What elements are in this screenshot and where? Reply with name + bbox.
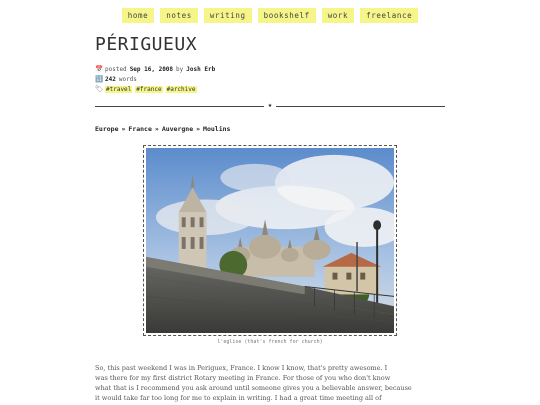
body-line: So, this past weekend I was in Periguex, France. I know I know, that's pretty awesome. I (95, 364, 388, 372)
nav-bookshelf[interactable]: bookshelf (258, 8, 316, 23)
nav-writing[interactable]: writing (204, 8, 252, 23)
tag-archive[interactable]: #archive (166, 86, 196, 93)
photo-frame (143, 145, 397, 336)
breadcrumb-moulins: Moulins (203, 125, 231, 133)
breadcrumb-separator: » (196, 125, 201, 133)
tag-icon: 🏷 (95, 85, 104, 93)
nav-work[interactable]: work (322, 8, 354, 23)
words-label: words (118, 76, 137, 83)
tags-line (95, 86, 197, 93)
breadcrumb (95, 125, 230, 133)
word-count-line (95, 76, 137, 83)
post-author: Josh Erb (186, 66, 216, 73)
calendar-icon: 📅 (95, 65, 104, 73)
body-line: it would take far too long for me to explain in writing. I had a great time meeting all of (95, 394, 382, 402)
breadcrumb-separator: » (121, 125, 126, 133)
article-body (95, 363, 445, 403)
tag-travel[interactable]: #travel (106, 86, 132, 93)
breadcrumb-france[interactable]: France (128, 125, 152, 133)
page-title: PÉRIGUEUX (95, 34, 198, 55)
post-date: Sep 16, 2008 (129, 66, 174, 73)
nav-home[interactable]: home (122, 8, 154, 23)
breadcrumb-europe[interactable]: Europe (95, 125, 119, 133)
counter-icon: 🔢 (95, 75, 104, 83)
by-label: by (176, 66, 184, 73)
body-line: was there for my first district Rotary meeting in France. For those of you who don't know (95, 374, 391, 382)
word-count: 242 (105, 76, 116, 83)
tag-france[interactable]: #france (136, 86, 162, 93)
cathedral-photo[interactable] (146, 148, 394, 333)
posted-label: posted (105, 66, 127, 73)
breadcrumb-auvergne[interactable]: Auvergne (161, 125, 194, 133)
breadcrumb-separator: » (154, 125, 159, 133)
body-line: what that is I recommend you ask around until someone gives you a believable answer, because (95, 384, 412, 392)
nav-notes[interactable]: notes (160, 8, 198, 23)
post-date-line (95, 66, 215, 73)
nav-freelance[interactable]: freelance (360, 8, 418, 23)
divider-star-icon: ★ (264, 101, 276, 109)
top-nav (0, 8, 540, 23)
photo-caption: l'eglise (that's french for church) (217, 339, 323, 345)
